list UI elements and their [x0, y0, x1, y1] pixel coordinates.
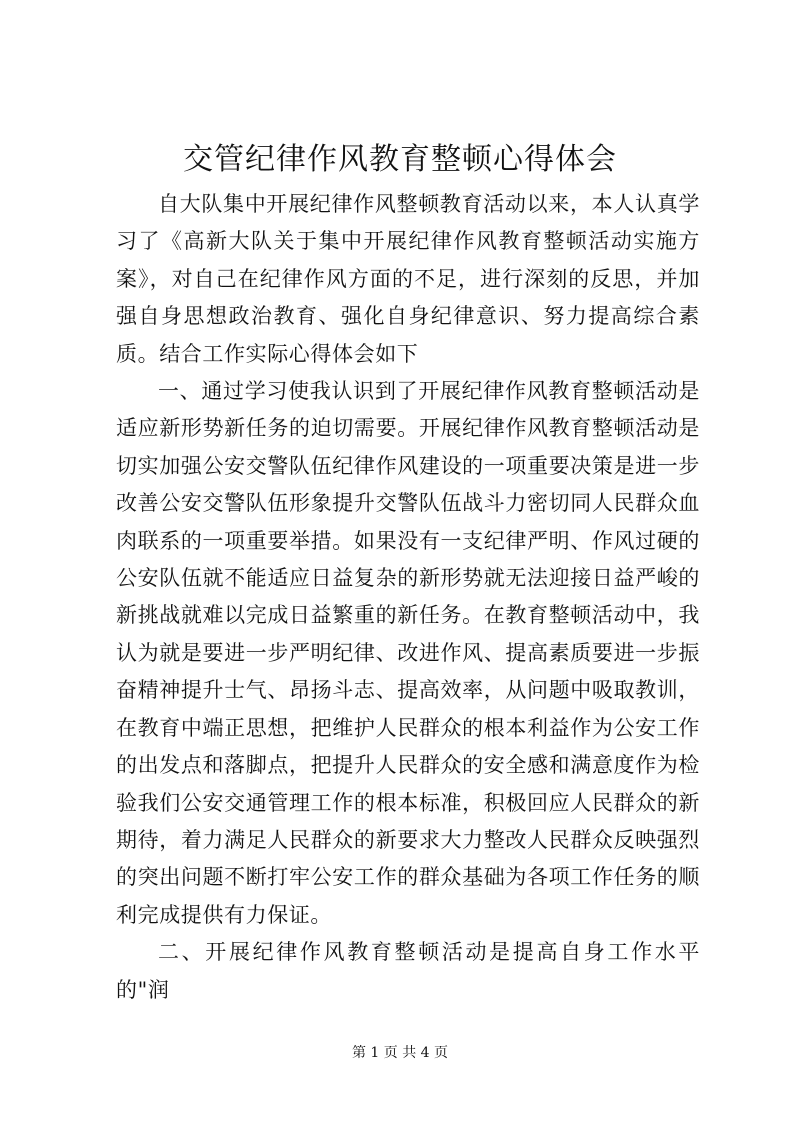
paragraph-section-2: 二、开展纪律作风教育整顿活动是提高自身工作水平的"润: [116, 940, 700, 1002]
paragraph-intro: 自大队集中开展纪律作风整顿教育活动以来，本人认真学习了《高新大队关于集中开展纪律作风教育整顿活动实施方案》，对自己在纪律作风方面的不足，进行深刻的反思，并加强自身思想政治教育、强化自身纪律意识、努力提高综合素质。结合工作实际心得体会如下: [116, 192, 700, 366]
document-title: 交管纪律作风教育整顿心得体会: [183, 142, 617, 177]
document-body: [116, 186, 700, 1009]
paragraph-section-1: 一、通过学习使我认识到了开展纪律作风教育整顿活动是适应新形势新任务的迫切需要。开展纪律作风教育整顿活动是切实加强公安交警队伍纪律作风建设的一项重要决策是进一步改善公安交警队伍形象提升交警队伍战斗力密切同人民群众血肉联系的一项重要举措。如果没有一支纪律严明、作风过硬的公安队伍就不能适应日益复杂的新形势就无法迎接日益严峻的新挑战就难以完成日益繁重的新任务。在教育整顿活动中，我认为就是要进一步严明纪律、改进作风、提高素质要进一步振奋精神提升士气、昂扬斗志、提高效率，从问题中吸取教训，在教育中端正思想，把维护人民群众的根本利益作为公安工作的出发点和落脚点，把提升人民群众的安全感和满意度作为检验我们公安交通管理工作的根本标准，积极回应人民群众的新期待，着力满足人民群众的新要求大力整改人民群众反映强烈的突出问题不断打牢公安工作的群众基础为各项工作任务的顺利完成提供有力保证。: [116, 379, 700, 927]
page-number-footer: 第 1 页 共 4 页: [351, 1045, 449, 1061]
